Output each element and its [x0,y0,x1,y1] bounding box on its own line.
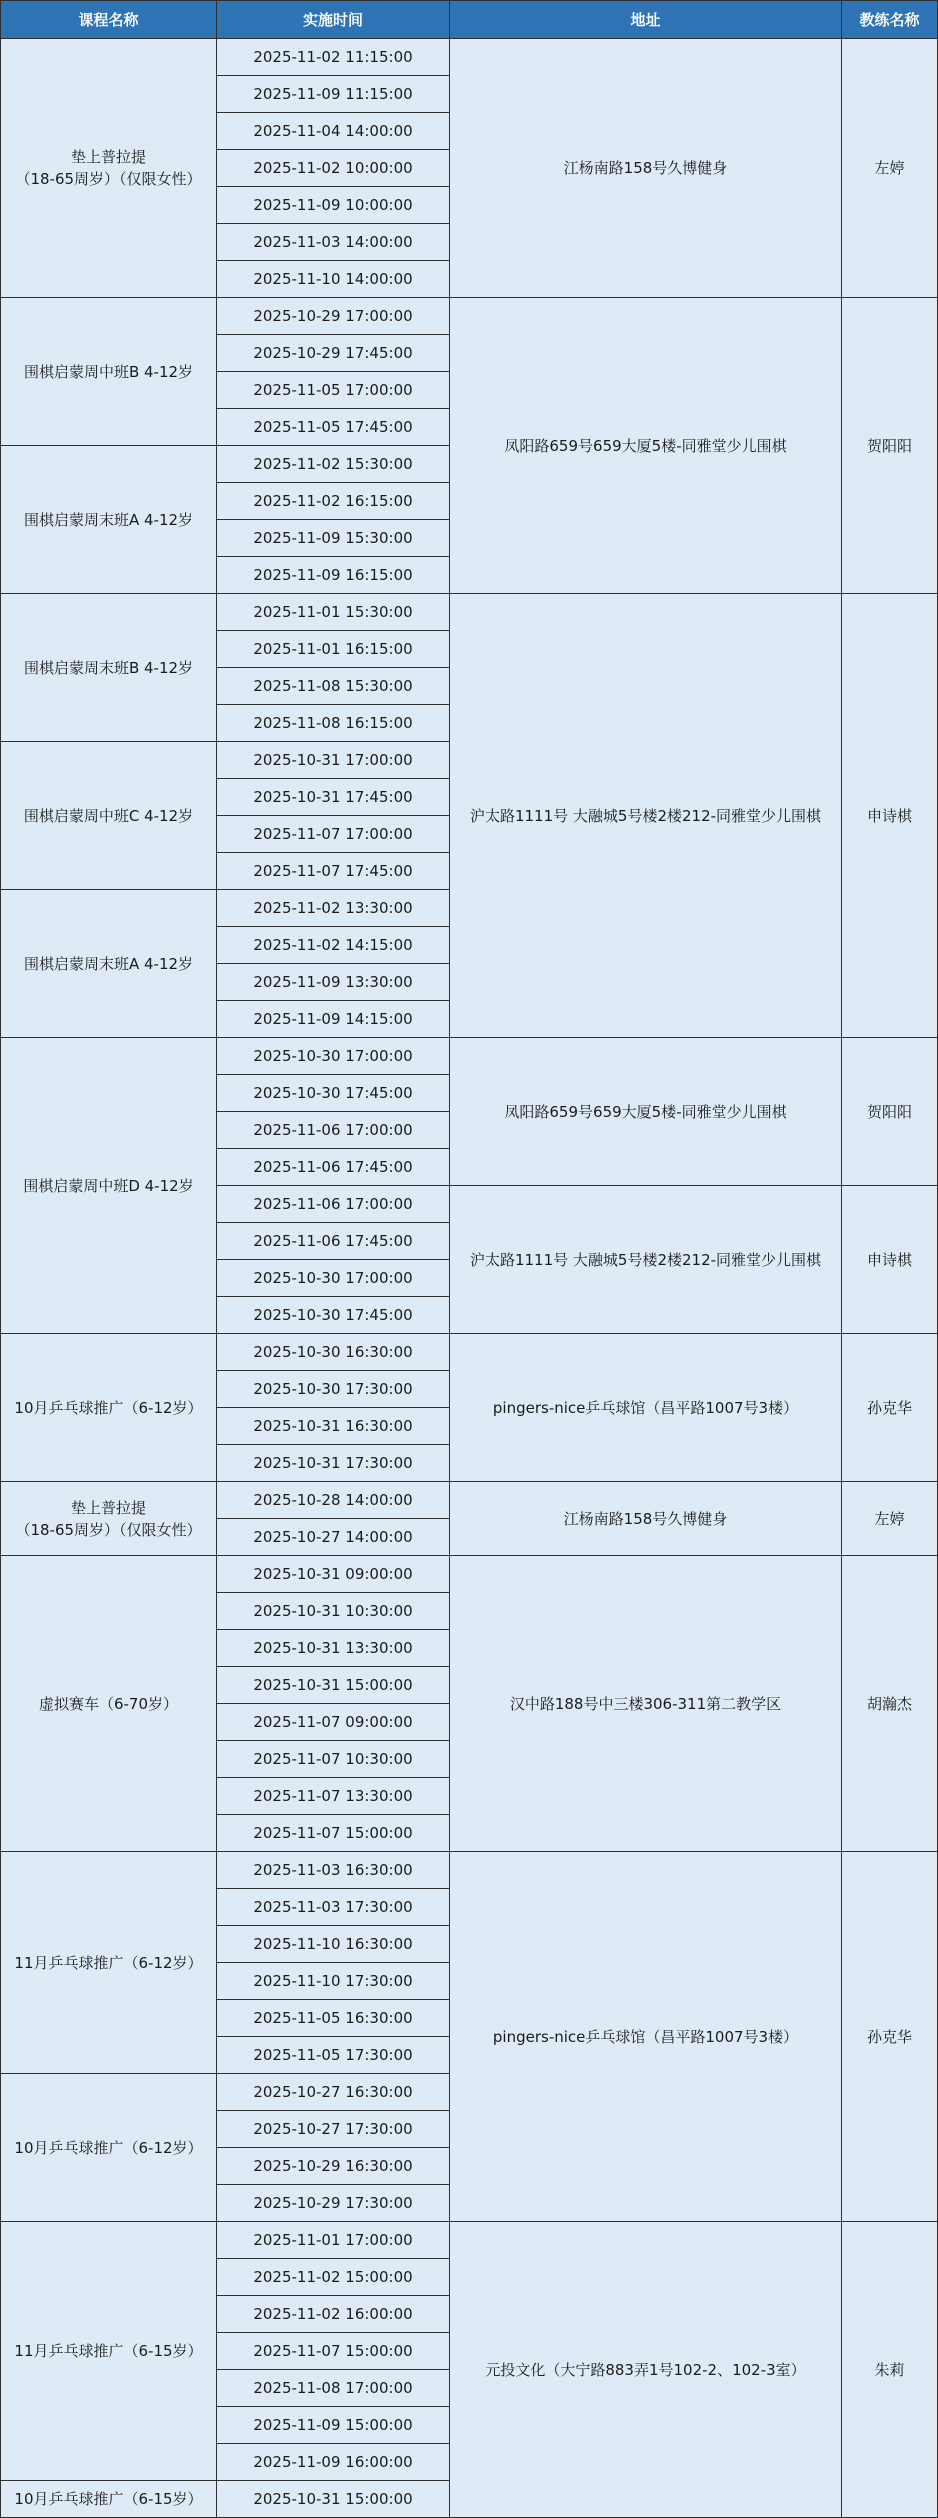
time-cell: 2025-11-02 10:00:00 [217,150,450,187]
time-cell: 2025-10-31 17:30:00 [217,1445,450,1482]
time-cell: 2025-10-27 17:30:00 [217,2111,450,2148]
course-name-cell: 垫上普拉提 （18-65周岁）（仅限女性） [1,1482,217,1556]
time-cell: 2025-11-09 13:30:00 [217,964,450,1001]
time-cell: 2025-10-29 17:00:00 [217,298,450,335]
time-cell: 2025-11-09 16:15:00 [217,557,450,594]
time-cell: 2025-11-10 14:00:00 [217,261,450,298]
header-coach: 教练名称 [842,1,938,39]
time-cell: 2025-11-09 15:00:00 [217,2407,450,2444]
time-cell: 2025-10-30 17:00:00 [217,1038,450,1075]
time-cell: 2025-10-31 13:30:00 [217,1630,450,1667]
course-name-cell: 10月乒乓球推广（6-15岁） [1,2481,217,2518]
coach-cell: 胡瀚杰 [842,1556,938,1852]
coach-cell: 孙克华 [842,1334,938,1482]
time-cell: 2025-11-07 17:45:00 [217,853,450,890]
time-cell: 2025-10-31 17:00:00 [217,742,450,779]
course-name-cell: 围棋启蒙周中班C 4-12岁 [1,742,217,890]
time-cell: 2025-11-10 16:30:00 [217,1926,450,1963]
time-cell: 2025-11-02 13:30:00 [217,890,450,927]
coach-cell: 贺阳阳 [842,298,938,594]
time-cell: 2025-11-08 17:00:00 [217,2370,450,2407]
time-cell: 2025-10-31 15:00:00 [217,1667,450,1704]
time-cell: 2025-11-05 16:30:00 [217,2000,450,2037]
time-cell: 2025-11-02 11:15:00 [217,39,450,76]
time-cell: 2025-10-30 17:45:00 [217,1297,450,1334]
time-cell: 2025-11-03 16:30:00 [217,1852,450,1889]
time-cell: 2025-11-02 14:15:00 [217,927,450,964]
time-cell: 2025-10-29 17:45:00 [217,335,450,372]
header-row [1,1,938,39]
time-cell: 2025-11-06 17:00:00 [217,1112,450,1149]
time-cell: 2025-10-30 16:30:00 [217,1334,450,1371]
time-cell: 2025-11-09 10:00:00 [217,187,450,224]
header-address: 地址 [450,1,842,39]
address-cell: 凤阳路659号659大厦5楼-同雅堂少儿围棋 [450,1038,842,1186]
time-cell: 2025-11-06 17:45:00 [217,1149,450,1186]
course-name-cell: 围棋启蒙周中班D 4-12岁 [1,1038,217,1334]
course-name-cell: 垫上普拉提 （18-65周岁）（仅限女性） [1,39,217,298]
time-cell: 2025-11-06 17:00:00 [217,1186,450,1223]
time-cell: 2025-10-28 14:00:00 [217,1482,450,1519]
address-cell: 元投文化（大宁路883弄1号102-2、102-3室） [450,2222,842,2518]
table-row [1,1482,938,1519]
coach-cell: 孙克华 [842,1852,938,2222]
coach-cell: 朱莉 [842,2222,938,2518]
time-cell: 2025-10-29 17:30:00 [217,2185,450,2222]
time-cell: 2025-11-09 16:00:00 [217,2444,450,2481]
table-row [1,2222,938,2259]
time-cell: 2025-11-05 17:00:00 [217,372,450,409]
time-cell: 2025-10-31 10:30:00 [217,1593,450,1630]
schedule-body [1,39,938,2518]
table-row [1,1334,938,1371]
time-cell: 2025-11-07 09:00:00 [217,1704,450,1741]
time-cell: 2025-11-07 13:30:00 [217,1778,450,1815]
time-cell: 2025-11-02 15:30:00 [217,446,450,483]
course-name-cell: 围棋启蒙周末班A 4-12岁 [1,890,217,1038]
address-cell: 沪太路1111号 大融城5号楼2楼212-同雅堂少儿围棋 [450,1186,842,1334]
time-cell: 2025-10-31 16:30:00 [217,1408,450,1445]
time-cell: 2025-11-08 16:15:00 [217,705,450,742]
time-cell: 2025-10-31 15:00:00 [217,2481,450,2518]
address-cell: 沪太路1111号 大融城5号楼2楼212-同雅堂少儿围棋 [450,594,842,1038]
time-cell: 2025-10-31 09:00:00 [217,1556,450,1593]
course-name-cell: 围棋启蒙周中班B 4-12岁 [1,298,217,446]
header-time: 实施时间 [217,1,450,39]
address-cell: pingers-nice乒乓球馆（昌平路1007号3楼） [450,1852,842,2222]
time-cell: 2025-11-05 17:45:00 [217,409,450,446]
coach-cell: 贺阳阳 [842,1038,938,1186]
time-cell: 2025-11-01 17:00:00 [217,2222,450,2259]
table-row [1,39,938,76]
course-name-cell: 11月乒乓球推广（6-15岁） [1,2222,217,2481]
time-cell: 2025-10-30 17:30:00 [217,1371,450,1408]
time-cell: 2025-11-02 16:15:00 [217,483,450,520]
table-row [1,298,938,335]
course-name-cell: 11月乒乓球推广（6-12岁） [1,1852,217,2074]
table-row [1,1038,938,1075]
time-cell: 2025-11-01 15:30:00 [217,594,450,631]
time-cell: 2025-11-03 14:00:00 [217,224,450,261]
time-cell: 2025-11-01 16:15:00 [217,631,450,668]
address-cell: pingers-nice乒乓球馆（昌平路1007号3楼） [450,1334,842,1482]
course-name-cell: 围棋启蒙周末班B 4-12岁 [1,594,217,742]
time-cell: 2025-11-07 10:30:00 [217,1741,450,1778]
coach-cell: 申诗棋 [842,594,938,1038]
address-cell: 江杨南路158号久博健身 [450,39,842,298]
time-cell: 2025-11-09 15:30:00 [217,520,450,557]
header-course: 课程名称 [1,1,217,39]
time-cell: 2025-11-07 17:00:00 [217,816,450,853]
course-name-cell: 围棋启蒙周末班A 4-12岁 [1,446,217,594]
time-cell: 2025-10-29 16:30:00 [217,2148,450,2185]
time-cell: 2025-10-30 17:45:00 [217,1075,450,1112]
time-cell: 2025-10-27 14:00:00 [217,1519,450,1556]
address-cell: 江杨南路158号久博健身 [450,1482,842,1556]
time-cell: 2025-10-30 17:00:00 [217,1260,450,1297]
course-name-cell: 虚拟赛车（6-70岁） [1,1556,217,1852]
table-row [1,594,938,631]
time-cell: 2025-11-02 15:00:00 [217,2259,450,2296]
time-cell: 2025-10-27 16:30:00 [217,2074,450,2111]
time-cell: 2025-11-08 15:30:00 [217,668,450,705]
time-cell: 2025-11-09 14:15:00 [217,1001,450,1038]
time-cell: 2025-11-05 17:30:00 [217,2037,450,2074]
course-name-cell: 10月乒乓球推广（6-12岁） [1,2074,217,2222]
course-name-cell: 10月乒乓球推广（6-12岁） [1,1334,217,1482]
time-cell: 2025-10-31 17:45:00 [217,779,450,816]
time-cell: 2025-11-10 17:30:00 [217,1963,450,2000]
coach-cell: 申诗棋 [842,1186,938,1334]
address-cell: 汉中路188号中三楼306-311第二教学区 [450,1556,842,1852]
address-cell: 凤阳路659号659大厦5楼-同雅堂少儿围棋 [450,298,842,594]
table-row [1,1852,938,1889]
time-cell: 2025-11-03 17:30:00 [217,1889,450,1926]
time-cell: 2025-11-02 16:00:00 [217,2296,450,2333]
coach-cell: 左婷 [842,1482,938,1556]
table-row [1,1556,938,1593]
time-cell: 2025-11-04 14:00:00 [217,113,450,150]
time-cell: 2025-11-09 11:15:00 [217,76,450,113]
time-cell: 2025-11-07 15:00:00 [217,1815,450,1852]
time-cell: 2025-11-06 17:45:00 [217,1223,450,1260]
coach-cell: 左婷 [842,39,938,298]
time-cell: 2025-11-07 15:00:00 [217,2333,450,2370]
